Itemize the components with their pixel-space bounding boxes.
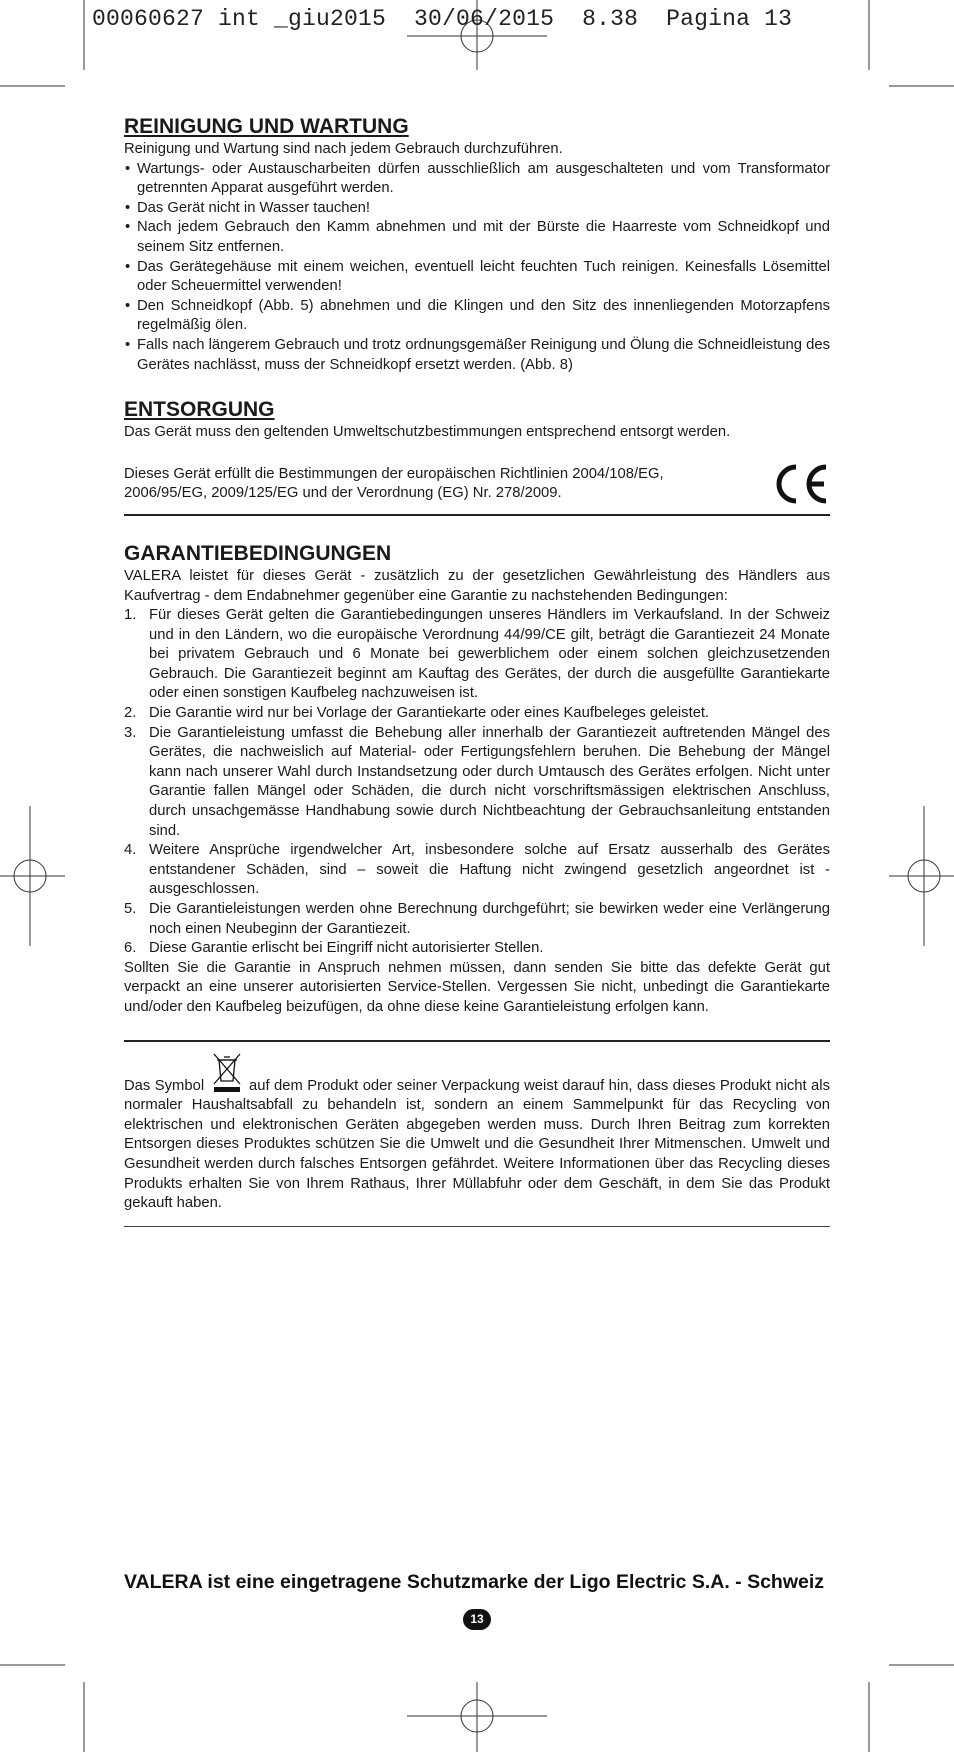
- bullet-list: [124, 160, 830, 376]
- list-item: [124, 841, 830, 900]
- section-title: GARANTIEBEDINGUNGEN: [124, 541, 392, 565]
- ce-mark-icon: [770, 461, 830, 507]
- print-slug: 00060627 int _giu2015 30/06/2015 8.38 Pagina 13: [92, 6, 793, 32]
- weee-text: [124, 1068, 830, 1214]
- weee-text-before: Das Symbol: [124, 1077, 205, 1094]
- warranty-list: [124, 606, 830, 959]
- item-text: Diese Garantie erlischt bei Eingriff nicht autorisierter Stellen.: [149, 940, 544, 957]
- list-item: • Wartungs- oder Austauscharbeiten dürfen ausschließlich am ausgeschalteten und vom Transformator getrennten Apparat ausgeführt werden.: [124, 160, 830, 199]
- section-warranty: [124, 541, 830, 1042]
- item-text: Weitere Ansprüche irgendwelcher Art, insbesondere solche auf Ersatz ausserhalb des Gerätes entstandener Schäden, sind – soweit die Haftung nicht zwingend gesetzlich angeordnet ist - ausgeschlossen.: [149, 842, 830, 898]
- list-item: [124, 606, 830, 704]
- item-number: 4.: [124, 842, 137, 859]
- brand-trademark-line: VALERA ist eine eingetragene Schutzmarke der Ligo Electric S.A. - Schweiz: [124, 1571, 825, 1593]
- section-weee: [124, 1068, 830, 1227]
- divider: [124, 1226, 830, 1227]
- item-text: Für dieses Gerät gelten die Garantiebedingungen unseres Händlers im Verkaufsland. In der Schweiz und in den Ländern, wo die europäische Verordnung 44/99/CE gilt, beträgt die Garantiezeit 24 Monate bei privatem Gebrauch und 6 Monate bei gewerblichem oder einem solchen gleichzusetzenden Gebrauch. Die Garantiezeit beginnt am Kauftag des Gerätes, der durch die ausgefüllte Garantiekarte oder einen sonstigen Kaufbeleg nachzuweisen ist.: [149, 607, 830, 702]
- divider: [124, 1040, 830, 1042]
- warranty-intro: VALERA leistet für dieses Gerät - zusätzlich zu der gesetzlichen Gewährleistung des Händlers aus Kaufvertrag - dem Endabnehmer gegenüber eine Garantie zu nachstehenden Bedingungen:: [124, 567, 830, 604]
- registration-mark-icon: [889, 806, 954, 946]
- list-item: • Den Schneidkopf (Abb. 5) abnehmen und die Klingen und den Sitz des innenliegenden Motorzapfens regelmäßig ölen.: [124, 297, 830, 336]
- list-item: • Das Gerätegehäuse mit einem weichen, eventuell leicht feuchten Tuch reinigen. Keinesfalls Lösemittel oder Scheuermittel verwenden!: [124, 258, 830, 297]
- item-number: 2.: [124, 705, 137, 722]
- list-item: • Falls nach längerem Gebrauch und trotz ordnungsgemäßer Reinigung und Ölung die Schneidleistung des Gerätes nachlässt, muss der Schneidkopf ersetzt werden. (Abb. 8): [124, 336, 830, 375]
- section-cleaning: [124, 114, 830, 375]
- warranty-closing: Sollten Sie die Garantie in Anspruch nehmen müssen, dann senden Sie bitte das defekte Gerät gut verpackt an eine unserer autorisierten Service-Stellen. Vergessen Sie nicht, unbedingt die Garantiekarte und/oder den Kaufbeleg beizufügen, da ohne diese keine Garantieleistung erfolgen kann.: [124, 959, 830, 1015]
- ce-declaration: [124, 465, 830, 504]
- registration-mark-icon: [407, 1682, 547, 1752]
- list-item: • Das Gerät nicht in Wasser tauchen!: [124, 199, 830, 219]
- section-disposal: [124, 397, 830, 516]
- list-item: [124, 724, 830, 842]
- document-body: [124, 114, 830, 1227]
- item-text: Die Garantieleistung umfasst die Behebung aller innerhalb der Garantiezeit auftretenden Mängel des Gerätes, die nachweislich auf Material- oder Fertigungsfehlern beruhen. Die Behebung der Mängel kann nach unserer Wahl durch Instandsetzung oder durch Umtausch des Gerätes erfolgen. Nicht unter Garantie fallen Mängel oder Schäden, die durch nicht vorschriftsmässigen elektrischen Anschluss, durch unsachgemässe Handhabung sowie durch Nichtbeachtung der Gebrauchsanleitung entstanden sind.: [149, 724, 830, 839]
- list-item: [124, 704, 830, 724]
- list-item: [124, 900, 830, 939]
- section-intro: Reinigung und Wartung sind nach jedem Gebrauch durchzuführen.: [124, 141, 563, 157]
- section-title: REINIGUNG UND WARTUNG: [124, 115, 409, 138]
- registration-mark-icon: [0, 806, 65, 946]
- list-item: [124, 939, 830, 959]
- item-number: 1.: [124, 607, 137, 624]
- list-item: • Nach jedem Gebrauch den Kamm abnehmen und mit der Bürste die Haarreste vom Schneidkopf und seinem Sitz entfernen.: [124, 218, 830, 257]
- crossed-bin-icon: [211, 1068, 243, 1090]
- disposal-text: Das Gerät muss den geltenden Umweltschutzbestimmungen entsprechend entsorgt werden.: [124, 424, 731, 441]
- item-text: Die Garantieleistungen werden ohne Berechnung durchgeführt; sie bewirken weder eine Verlängerung noch einen Neubeginn der Garantiezeit.: [149, 901, 830, 937]
- item-number: 3.: [124, 724, 137, 741]
- item-number: 6.: [124, 940, 137, 957]
- weee-text-after: auf dem Produkt oder seiner Verpackung weist darauf hin, dass dieses Produkt nicht als normaler Haushaltsabfall zu behandeln ist, sondern an einem Sammelpunkt für das Recycling von elektrischen und elektronischen Geräten abgegeben werden muss. Durch Ihren Beitrag zum korrekten Entsorgen dieses Produktes schützen Sie die Umwelt und die Gesundheit Ihrer Mitmenschen. Umwelt und Gesundheit werden durch falsches Entsorgen gefährdet. Weitere Informationen über das Recycling dieses Produkts erhalten Sie von Ihrem Rathaus, Ihrer Müllabfuhr oder dem Geschäft, in dem Sie das Produkt gekauft haben.: [124, 1077, 830, 1212]
- item-text: Die Garantie wird nur bei Vorlage der Garantiekarte oder eines Kaufbeleges geleistet.: [149, 705, 710, 722]
- section-title: ENTSORGUNG: [124, 398, 275, 422]
- page-number: 13: [463, 1609, 491, 1630]
- item-number: 5.: [124, 901, 137, 917]
- divider: [124, 514, 830, 516]
- ce-text: Dieses Gerät erfüllt die Bestimmungen der europäischen Richtlinien 2004/108/EG, 2006/95/EG, 2009/125/EG und der Verordnung (EG) Nr. 278/2009.: [124, 465, 664, 502]
